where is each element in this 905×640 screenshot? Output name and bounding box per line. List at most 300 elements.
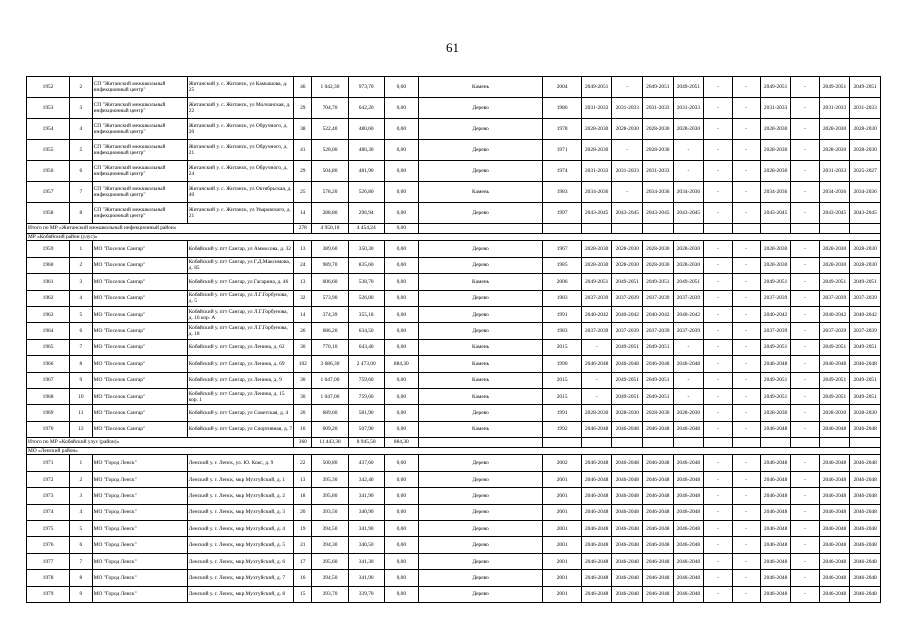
owner-name: СП "Житанский межшкольный инфекционный центр" bbox=[92, 140, 187, 161]
repair-period-3: 2049-2051 bbox=[643, 77, 674, 98]
repair-period-9: 2046-2048 bbox=[819, 455, 850, 471]
repair-period-10: 2025-2027 bbox=[850, 161, 881, 182]
total-area: 770,10 bbox=[312, 339, 348, 355]
row-number: 1960 bbox=[27, 257, 70, 273]
owner-name: МО "Город Ленск" bbox=[92, 537, 187, 553]
local-number: 2 bbox=[70, 471, 93, 487]
repair-period-8: - bbox=[791, 388, 819, 404]
repair-period-9: 2028-2030 bbox=[819, 241, 850, 257]
total-area: 288,80 bbox=[312, 203, 348, 224]
repair-period-6: - bbox=[732, 323, 760, 339]
address: Ленский у. г. Ленск, мкр Мухтуйский, д. 2 bbox=[187, 488, 293, 504]
living-area: 526,80 bbox=[348, 182, 384, 203]
address: Житанский у. с. Житанск, ул Обручного, д. 20 bbox=[187, 119, 293, 140]
repair-period-6: - bbox=[732, 140, 760, 161]
owner-name: МО "Поселок Сангар" bbox=[92, 323, 187, 339]
repair-period-9: 2037-2039 bbox=[819, 290, 850, 306]
owner-name: МО "Город Ленск" bbox=[92, 553, 187, 569]
apartments-count: 30 bbox=[294, 339, 312, 355]
repair-period-3: 2046-2048 bbox=[643, 471, 674, 487]
total-area: 686,20 bbox=[312, 323, 348, 339]
repair-period-3: 2049-2051 bbox=[643, 274, 674, 290]
section-header-row bbox=[27, 233, 881, 241]
repair-period-4: 2037-2039 bbox=[673, 323, 704, 339]
repair-period-2: 2046-2048 bbox=[612, 521, 643, 537]
row-number: 1967 bbox=[27, 372, 70, 388]
repair-period-9: 2031-2033 bbox=[819, 161, 850, 182]
repair-period-6: - bbox=[732, 241, 760, 257]
section-header: МО «Ленский район» bbox=[27, 447, 881, 455]
repair-period-6: - bbox=[732, 306, 760, 322]
empty-cell bbox=[850, 224, 881, 234]
table-row bbox=[27, 140, 881, 161]
repair-period-8: - bbox=[791, 537, 819, 553]
year-built: 1986 bbox=[543, 98, 582, 119]
repair-period-8: - bbox=[791, 586, 819, 602]
table-row bbox=[27, 488, 881, 504]
repair-period-2: 2028-2030 bbox=[612, 257, 643, 273]
year-built: 1967 bbox=[543, 241, 582, 257]
repair-period-10: 2028-2030 bbox=[850, 119, 881, 140]
repair-period-1: 2049-2051 bbox=[581, 77, 612, 98]
repair-period-3: 2040-2042 bbox=[643, 306, 674, 322]
row-number: 1969 bbox=[27, 405, 70, 421]
repair-period-9: 2046-2048 bbox=[819, 521, 850, 537]
living-area: 437,60 bbox=[348, 455, 384, 471]
repair-period-10: 2037-2039 bbox=[850, 290, 881, 306]
living-area: 355,18 bbox=[348, 306, 384, 322]
owner-name: СП "Житанский межшкольный инфекционный центр" bbox=[92, 98, 187, 119]
year-built: 1983 bbox=[543, 323, 582, 339]
total-area: 395,60 bbox=[312, 553, 348, 569]
repair-period-2: 2046-2048 bbox=[612, 356, 643, 372]
wall-material: Дерево bbox=[418, 203, 543, 224]
repair-period-3: 2028-2030 bbox=[643, 405, 674, 421]
repair-period-1: 2046-2048 bbox=[581, 521, 612, 537]
apartments-count: 29 bbox=[294, 161, 312, 182]
repair-period-5: - bbox=[704, 323, 732, 339]
owner-name: МО "Город Ленск" bbox=[92, 455, 187, 471]
repair-period-6: - bbox=[732, 182, 760, 203]
repair-period-6: - bbox=[732, 257, 760, 273]
repair-period-6: - bbox=[732, 471, 760, 487]
repair-period-6: - bbox=[732, 455, 760, 471]
repair-period-9: 2028-2030 bbox=[819, 140, 850, 161]
owner-name: МО "Поселок Сангар" bbox=[92, 405, 187, 421]
repair-period-1: 2037-2039 bbox=[581, 290, 612, 306]
repair-period-4: - bbox=[673, 140, 704, 161]
repair-period-3: 2028-2030 bbox=[643, 119, 674, 140]
living-area: 581,90 bbox=[348, 405, 384, 421]
repair-period-9: 2037-2039 bbox=[819, 323, 850, 339]
local-number: 7 bbox=[70, 182, 93, 203]
empty-cell bbox=[612, 224, 643, 234]
table-row bbox=[27, 504, 881, 520]
repair-period-7: 2028-2030 bbox=[760, 241, 791, 257]
apartments-count: 22 bbox=[294, 455, 312, 471]
page-number: 61 bbox=[446, 40, 459, 55]
total-area: 704,70 bbox=[312, 98, 348, 119]
wall-material: Дерево bbox=[418, 471, 543, 487]
local-number: 2 bbox=[70, 257, 93, 273]
apartments-count: 20 bbox=[294, 504, 312, 520]
row-number: 1979 bbox=[27, 586, 70, 602]
repair-period-4: 2046-2048 bbox=[673, 356, 704, 372]
table-row bbox=[27, 372, 881, 388]
repair-period-7: 2049-2051 bbox=[760, 77, 791, 98]
wall-material: Дерево bbox=[418, 405, 543, 421]
row-number: 1962 bbox=[27, 290, 70, 306]
repair-period-4: - bbox=[673, 339, 704, 355]
total-label: Итого по МР «Житанский межшкольный инфекционный район» bbox=[27, 224, 294, 234]
row-number: 1952 bbox=[27, 77, 70, 98]
year-built: 1974 bbox=[543, 161, 582, 182]
repair-period-1: - bbox=[581, 339, 612, 355]
total-area: 1 042,30 bbox=[312, 77, 348, 98]
repair-period-4: 2028-2030 bbox=[673, 405, 704, 421]
address: Житанский у. с. Житанск, ул Обручного, д. 24 bbox=[187, 161, 293, 182]
repair-period-7: 2046-2048 bbox=[760, 537, 791, 553]
nonresidential-area: 0,00 bbox=[384, 339, 418, 355]
repair-period-6: - bbox=[732, 339, 760, 355]
apartments-count: 21 bbox=[294, 537, 312, 553]
section-header: МР «Кобяйский район (улус)» bbox=[27, 233, 881, 241]
apartments-count: 25 bbox=[294, 182, 312, 203]
repair-period-8: - bbox=[791, 77, 819, 98]
repair-period-6: - bbox=[732, 161, 760, 182]
nonresidential-area: 0,00 bbox=[384, 98, 418, 119]
living-area: 339,70 bbox=[348, 586, 384, 602]
apartments-count: 41 bbox=[294, 140, 312, 161]
apartments-count: 16 bbox=[294, 421, 312, 437]
repair-period-6: - bbox=[732, 488, 760, 504]
wall-material: Дерево bbox=[418, 586, 543, 602]
living-area: 507,90 bbox=[348, 421, 384, 437]
year-built: 2004 bbox=[543, 77, 582, 98]
nonresidential-area: 0,00 bbox=[384, 471, 418, 487]
owner-name: МО "Поселок Сангар" bbox=[92, 388, 187, 404]
repair-period-1: 2028-2030 bbox=[581, 241, 612, 257]
repair-period-4: 2028-2030 bbox=[673, 119, 704, 140]
repair-period-1: 2046-2048 bbox=[581, 421, 612, 437]
repair-period-7: 2028-2030 bbox=[760, 405, 791, 421]
section-header-row bbox=[27, 447, 881, 455]
year-built: 2002 bbox=[543, 455, 582, 471]
repair-period-3: 2049-2051 bbox=[643, 388, 674, 404]
repair-period-3: 2049-2051 bbox=[643, 372, 674, 388]
repair-period-1: 2028-2030 bbox=[581, 140, 612, 161]
row-number: 1978 bbox=[27, 570, 70, 586]
repair-period-4: 2028-2030 bbox=[673, 257, 704, 273]
total-area: 394,30 bbox=[312, 537, 348, 553]
repair-period-6: - bbox=[732, 537, 760, 553]
repair-period-4: 2034-2036 bbox=[673, 182, 704, 203]
repair-period-6: - bbox=[732, 388, 760, 404]
repair-period-5: - bbox=[704, 586, 732, 602]
repair-period-5: - bbox=[704, 98, 732, 119]
table-row bbox=[27, 537, 881, 553]
repair-period-8: - bbox=[791, 421, 819, 437]
repair-period-2: 2046-2048 bbox=[612, 586, 643, 602]
row-number: 1955 bbox=[27, 140, 70, 161]
living-area: 835,60 bbox=[348, 257, 384, 273]
local-number: 1 bbox=[70, 455, 93, 471]
living-area: 480,60 bbox=[348, 119, 384, 140]
nonresidential-area: 0,00 bbox=[384, 586, 418, 602]
repair-period-5: - bbox=[704, 274, 732, 290]
repair-period-8: - bbox=[791, 471, 819, 487]
year-built: 1985 bbox=[543, 257, 582, 273]
owner-name: СП "Житанский межшкольный инфекционный центр" bbox=[92, 203, 187, 224]
local-number: 6 bbox=[70, 323, 93, 339]
address: Житанский у. с. Житанск, ул Обручного, д. 21 bbox=[187, 140, 293, 161]
table-row bbox=[27, 455, 881, 471]
year-built: 1992 bbox=[543, 421, 582, 437]
repair-period-4: - bbox=[673, 161, 704, 182]
table-row bbox=[27, 77, 881, 98]
row-number: 1964 bbox=[27, 323, 70, 339]
table-row bbox=[27, 553, 881, 569]
address: Ленский у. г. Ленск, мкр Мухтуйский, д. 7 bbox=[187, 570, 293, 586]
year-built: 1997 bbox=[543, 203, 582, 224]
empty-cell bbox=[819, 438, 850, 448]
row-number: 1971 bbox=[27, 455, 70, 471]
repair-period-8: - bbox=[791, 405, 819, 421]
owner-name: МО "Город Ленск" bbox=[92, 586, 187, 602]
row-number: 1965 bbox=[27, 339, 70, 355]
repair-period-4: - bbox=[673, 388, 704, 404]
repair-period-7: 2031-2033 bbox=[760, 98, 791, 119]
repair-period-10: 2028-2030 bbox=[850, 140, 881, 161]
table-row bbox=[27, 98, 881, 119]
repair-period-4: 2046-2048 bbox=[673, 537, 704, 553]
repair-period-8: - bbox=[791, 339, 819, 355]
wall-material: Дерево bbox=[418, 161, 543, 182]
table-row bbox=[27, 306, 881, 322]
address: Ленский у. г. Ленск, ул. Ю. Кокс, д. 9 bbox=[187, 455, 293, 471]
total-area: 394,50 bbox=[312, 570, 348, 586]
local-number: 4 bbox=[70, 504, 93, 520]
repair-period-9: 2046-2048 bbox=[819, 488, 850, 504]
wall-material: Дерево bbox=[418, 323, 543, 339]
empty-cell bbox=[581, 438, 612, 448]
address: Житанский у. с. Житанск, ул Камышова, д. 25 bbox=[187, 77, 293, 98]
wall-material: Камень bbox=[418, 356, 543, 372]
local-number: 8 bbox=[70, 203, 93, 224]
apartments-count: 26 bbox=[294, 323, 312, 339]
apartments-count: 15 bbox=[294, 586, 312, 602]
living-area: 341,90 bbox=[348, 521, 384, 537]
address: Кобяйский у. пгт Сангар, ул Г.Д.Максимова, д. 85 bbox=[187, 257, 293, 273]
repair-period-7: 2040-2042 bbox=[760, 306, 791, 322]
wall-material: Камень bbox=[418, 421, 543, 437]
repair-period-6: - bbox=[732, 274, 760, 290]
local-number: 4 bbox=[70, 119, 93, 140]
owner-name: МО "Поселок Сангар" bbox=[92, 257, 187, 273]
repair-period-2: 2046-2048 bbox=[612, 471, 643, 487]
empty-cell bbox=[760, 438, 791, 448]
repair-period-10: 2046-2048 bbox=[850, 455, 881, 471]
row-number: 1963 bbox=[27, 306, 70, 322]
repair-period-3: 2028-2030 bbox=[643, 241, 674, 257]
repair-period-1: 2031-2033 bbox=[581, 98, 612, 119]
repair-period-8: - bbox=[791, 570, 819, 586]
nonresidential-area: 0,00 bbox=[384, 521, 418, 537]
address: Кобяйский у. пгт Сангар, ул Советская, д. 4 bbox=[187, 405, 293, 421]
repair-period-9: 2046-2048 bbox=[819, 471, 850, 487]
repair-period-1: 2028-2030 bbox=[581, 119, 612, 140]
address: Кобяйский у. пгт Сангар, ул Спортивная, д. 7 bbox=[187, 421, 293, 437]
repair-period-9: 2046-2048 bbox=[819, 421, 850, 437]
repair-period-2: 2031-2033 bbox=[612, 161, 643, 182]
repair-period-8: - bbox=[791, 119, 819, 140]
repair-period-4: 2028-2030 bbox=[673, 241, 704, 257]
empty-cell bbox=[643, 438, 674, 448]
repair-period-2: 2046-2048 bbox=[612, 570, 643, 586]
total-area: 989,70 bbox=[312, 257, 348, 273]
repair-period-2: - bbox=[612, 140, 643, 161]
repair-period-5: - bbox=[704, 488, 732, 504]
year-built: 2001 bbox=[543, 471, 582, 487]
wall-material: Дерево bbox=[418, 488, 543, 504]
repair-period-8: - bbox=[791, 306, 819, 322]
repair-period-1: 2028-2030 bbox=[581, 405, 612, 421]
owner-name: МО "Поселок Сангар" bbox=[92, 241, 187, 257]
year-built: 2001 bbox=[543, 586, 582, 602]
total-area: 395,80 bbox=[312, 488, 348, 504]
total-apartments: 360 bbox=[294, 438, 312, 448]
address: Кобяйский у. пгт Сангар, ул Ленина, д. 69 bbox=[187, 356, 293, 372]
table-row bbox=[27, 471, 881, 487]
repair-period-10: 2049-2051 bbox=[850, 77, 881, 98]
owner-name: СП "Житанский межшкольный инфекционный центр" bbox=[92, 119, 187, 140]
year-built: 2001 bbox=[543, 504, 582, 520]
apartments-count: 20 bbox=[294, 405, 312, 421]
owner-name: СП "Житанский межшкольный инфекционный центр" bbox=[92, 77, 187, 98]
repair-period-8: - bbox=[791, 98, 819, 119]
repair-period-7: 2043-2045 bbox=[760, 203, 791, 224]
row-number: 1956 bbox=[27, 161, 70, 182]
repair-period-5: - bbox=[704, 241, 732, 257]
wall-material: Дерево bbox=[418, 140, 543, 161]
repair-period-4: 2046-2048 bbox=[673, 455, 704, 471]
repair-period-2: - bbox=[612, 77, 643, 98]
nonresidential-area: 0,00 bbox=[384, 161, 418, 182]
repair-period-4: 2046-2048 bbox=[673, 586, 704, 602]
repair-period-5: - bbox=[704, 388, 732, 404]
total-area: 374,39 bbox=[312, 306, 348, 322]
repair-period-3: 2046-2048 bbox=[643, 455, 674, 471]
repair-period-6: - bbox=[732, 570, 760, 586]
nonresidential-area: 0,00 bbox=[384, 306, 418, 322]
repair-period-6: - bbox=[732, 504, 760, 520]
repair-period-2: 2049-2051 bbox=[612, 372, 643, 388]
total-nonresidential-area: 0,00 bbox=[384, 224, 418, 234]
repair-period-5: - bbox=[704, 471, 732, 487]
local-number: 6 bbox=[70, 537, 93, 553]
repair-period-1: 2046-2048 bbox=[581, 570, 612, 586]
nonresidential-area: 0,00 bbox=[384, 323, 418, 339]
nonresidential-area: 0,00 bbox=[384, 504, 418, 520]
table-row bbox=[27, 290, 881, 306]
address: Кобяйский у. пгт Сангар, ул Л.Г.Горбунова, д. 16 кор. А bbox=[187, 306, 293, 322]
repair-period-3: 2034-2036 bbox=[643, 182, 674, 203]
apartments-count: 14 bbox=[294, 306, 312, 322]
repair-period-1: - bbox=[581, 372, 612, 388]
row-number: 1966 bbox=[27, 356, 70, 372]
address: Кобяйский у. пгт Сангар, ул Аммосова, д. 32 bbox=[187, 241, 293, 257]
repair-period-2: 2049-2051 bbox=[612, 274, 643, 290]
repair-period-3: 2049-2051 bbox=[643, 339, 674, 355]
repair-period-7: 2046-2048 bbox=[760, 421, 791, 437]
row-number: 1968 bbox=[27, 388, 70, 404]
repair-period-5: - bbox=[704, 455, 732, 471]
empty-cell bbox=[581, 224, 612, 234]
repair-period-7: 2046-2048 bbox=[760, 455, 791, 471]
repair-period-8: - bbox=[791, 372, 819, 388]
wall-material: Дерево bbox=[418, 553, 543, 569]
owner-name: МО "Город Ленск" bbox=[92, 471, 187, 487]
total-area: 689,60 bbox=[312, 405, 348, 421]
repair-period-8: - bbox=[791, 274, 819, 290]
local-number: 1 bbox=[70, 241, 93, 257]
apartments-count: 13 bbox=[294, 471, 312, 487]
owner-name: СП "Житанский межшкольный инфекционный центр" bbox=[92, 182, 187, 203]
apartments-count: 30 bbox=[294, 372, 312, 388]
repair-period-5: - bbox=[704, 504, 732, 520]
apartments-count: 24 bbox=[294, 257, 312, 273]
repair-period-1: 2040-2042 bbox=[581, 306, 612, 322]
repair-period-7: 2028-2030 bbox=[760, 161, 791, 182]
nonresidential-area: 0,00 bbox=[384, 119, 418, 140]
repair-period-8: - bbox=[791, 241, 819, 257]
address: Ленский у. г. Ленск, мкр Мухтуйский, д. 3 bbox=[187, 504, 293, 520]
owner-name: МО "Поселок Сангар" bbox=[92, 290, 187, 306]
repair-period-2: 2046-2048 bbox=[612, 537, 643, 553]
apartments-count: 19 bbox=[294, 521, 312, 537]
repair-period-3: 2031-2033 bbox=[643, 98, 674, 119]
empty-cell bbox=[673, 438, 704, 448]
living-area: 759,60 bbox=[348, 388, 384, 404]
nonresidential-area: 0,00 bbox=[384, 405, 418, 421]
apartments-count: 29 bbox=[294, 98, 312, 119]
repair-period-9: 2028-2030 bbox=[819, 257, 850, 273]
year-built: 1978 bbox=[543, 119, 582, 140]
living-area: 634,50 bbox=[348, 323, 384, 339]
local-number: 3 bbox=[70, 98, 93, 119]
repair-period-2: 2046-2048 bbox=[612, 504, 643, 520]
wall-material: Дерево bbox=[418, 257, 543, 273]
repair-period-2: 2046-2048 bbox=[612, 553, 643, 569]
repair-period-5: - bbox=[704, 421, 732, 437]
local-number: 2 bbox=[70, 77, 93, 98]
repair-period-9: 2034-2036 bbox=[819, 182, 850, 203]
wall-material: Дерево bbox=[418, 98, 543, 119]
repair-period-2: 2028-2030 bbox=[612, 405, 643, 421]
living-area: 341,30 bbox=[348, 553, 384, 569]
table-row bbox=[27, 257, 881, 273]
repair-period-8: - bbox=[791, 323, 819, 339]
owner-name: МО "Поселок Сангар" bbox=[92, 306, 187, 322]
row-number: 1957 bbox=[27, 182, 70, 203]
repair-period-7: 2028-2030 bbox=[760, 140, 791, 161]
year-built: 1983 bbox=[543, 182, 582, 203]
table-row bbox=[27, 339, 881, 355]
table-row bbox=[27, 356, 881, 372]
wall-material: Камень bbox=[418, 372, 543, 388]
repair-period-10: 2049-2051 bbox=[850, 372, 881, 388]
repair-period-1: 2046-2048 bbox=[581, 553, 612, 569]
